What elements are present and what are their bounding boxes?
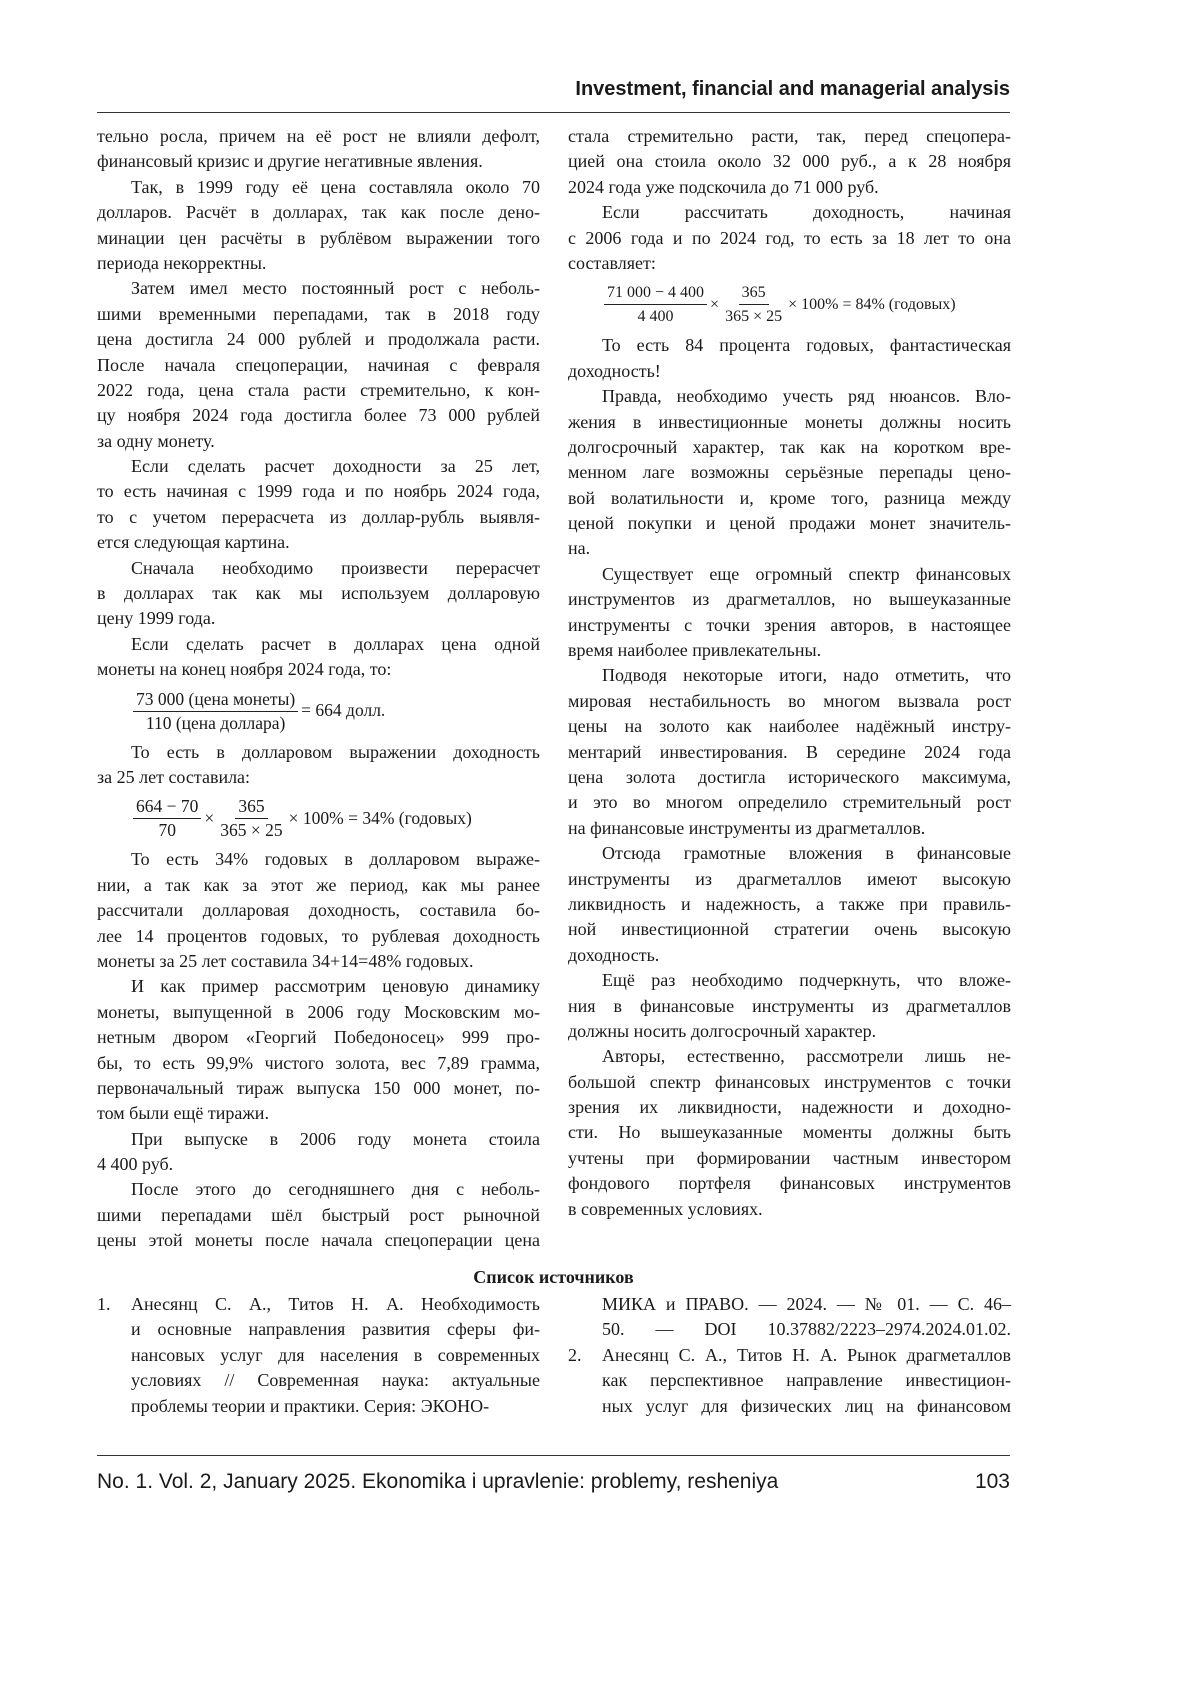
text-line: на.: [568, 536, 1011, 561]
text-line: нетным двором «Георгий Победоносец» 999 про-: [97, 1025, 540, 1050]
text-line: в современных условиях.: [568, 1197, 1011, 1222]
paragraph: [568, 1044, 1011, 1222]
paragraph: [97, 1127, 540, 1178]
text-line: монеты, выпущенной в 2006 году Московским мо-: [97, 1000, 540, 1025]
footer-rule: [97, 1455, 1010, 1456]
text-line: монеты за 25 лет составила 34+14=48% годовых.: [97, 949, 540, 974]
reference-line: проблемы теории и практики. Серия: ЭКОНО-: [97, 1394, 540, 1419]
text-line: цу ноября 2024 года достигла более 73 000 рублей: [97, 403, 540, 428]
text-line: Если рассчитать доходность, начиная: [568, 200, 1011, 225]
text-line: ликвидность и надежность, а также при правиль-: [568, 892, 1011, 917]
text-line: цены этой монеты после начала спецоперации цена: [97, 1228, 540, 1253]
text-line: за одну монету.: [97, 429, 540, 454]
numerator: 71 000 − 4 400: [604, 281, 707, 305]
paragraph: [568, 124, 1011, 200]
reference-text: Анесянц С. А., Титов Н. А. Рынок драгметаллов: [602, 1343, 1011, 1368]
text-line: рассчитали долларовая доходность, составила бо-: [97, 898, 540, 923]
text-line: финансовый кризис и другие негативные явления.: [97, 149, 540, 174]
denominator: 365 × 25: [217, 819, 285, 842]
header-rule: [97, 112, 1010, 113]
text-line: Если сделать расчет в долларах цена одной: [97, 632, 540, 657]
text-line: При выпуске в 2006 году монета стоила: [97, 1127, 540, 1152]
reference-text: Анесянц С. А., Титов Н. А. Необходимость: [131, 1292, 540, 1317]
references-right: [568, 1292, 1011, 1419]
paragraph: [97, 740, 540, 791]
text-line: То есть 34% годовых в долларовом выраже-: [97, 847, 540, 872]
reference-line: нансовых услуг для населения в современных: [97, 1343, 540, 1368]
running-header: Investment, financial and managerial analysis: [575, 78, 1010, 101]
text-line: первоначальный тираж выпуска 150 000 монет, по-: [97, 1076, 540, 1101]
text-line: мировая нестабильность во многом вызвала рост: [568, 689, 1011, 714]
text-line: время наиболее привлекательны.: [568, 638, 1011, 663]
numerator: 73 000 (цена монеты): [133, 688, 298, 712]
text-line: 4 400 руб.: [97, 1152, 540, 1177]
text-line: тельно росла, причем на её рост не влияли дефолт,: [97, 124, 540, 149]
reference-line: МИКА и ПРАВО. — 2024. — № 01. — С. 46–: [568, 1292, 1011, 1317]
fraction: [133, 795, 201, 842]
paragraph: [97, 632, 540, 683]
text-line: большой спектр финансовых инструментов с точки: [568, 1070, 1011, 1095]
text-line: жения в инвестиционные монеты должны носить: [568, 410, 1011, 435]
text-line: ния в финансовые инструменты из драгметаллов: [568, 994, 1011, 1019]
text-line: лее 14 процентов годовых, то рублевая доходность: [97, 924, 540, 949]
text-line: минации цен расчёты в рублёвом выражении того: [97, 226, 540, 251]
text-line: ментарий инвестирования. В середине 2024 года: [568, 740, 1011, 765]
text-line: том были ещё тиражи.: [97, 1101, 540, 1126]
formula-result: × 100% = 34% (годовых): [289, 806, 472, 831]
reference-item: [568, 1292, 1011, 1343]
text-line: Если сделать расчет доходности за 25 лет,: [97, 454, 540, 479]
text-line: Отсюда грамотные вложения в финансовые: [568, 841, 1011, 866]
text-line: цену 1999 года.: [97, 606, 540, 631]
text-line: шими временными перепадами, так в 2018 году: [97, 302, 540, 327]
paragraph: [568, 968, 1011, 1044]
text-line: за 25 лет составила:: [97, 765, 540, 790]
formula-coin-yield: [568, 276, 1011, 333]
text-line: 2022 года, цена стала расти стремительно, к кон-: [97, 378, 540, 403]
text-line: шими перепадами шёл быстрый рост рыночной: [97, 1203, 540, 1228]
denominator: 70: [155, 819, 179, 842]
text-line: После начала спецоперации, начиная с февраля: [97, 353, 540, 378]
text-line: Существует еще огромный спектр финансовых: [568, 562, 1011, 587]
text-line: ной инвестиционной стратегии очень высокую: [568, 917, 1011, 942]
paragraph: [97, 974, 540, 1126]
text-line: доходность!: [568, 359, 1011, 384]
text-line: сти. Но вышеуказанные моменты должны быть: [568, 1120, 1011, 1145]
paragraph: [97, 124, 540, 175]
paragraph: [568, 200, 1011, 276]
text-line: на финансовые инструменты из драгметаллов.: [568, 816, 1011, 841]
denominator: 110 (цена доллара): [143, 712, 288, 735]
text-line: то есть начиная с 1999 года и по ноябрь 2024 года,: [97, 479, 540, 504]
denominator: 365 × 25: [722, 305, 785, 328]
fraction: [722, 281, 785, 328]
text-line: цены на золото как наиболее надёжный инстру-: [568, 714, 1011, 739]
paragraph: [568, 562, 1011, 664]
text-line: Подводя некоторые итоги, надо отметить, что: [568, 663, 1011, 688]
text-line: ценой покупки и ценой продажи монет значитель-: [568, 511, 1011, 536]
reference-line: 50. — DOI 10.37882/2223–2974.2024.01.02.: [568, 1317, 1011, 1342]
text-line: Ещё раз необходимо подчеркнуть, что вложе-: [568, 968, 1011, 993]
paragraph: [568, 384, 1011, 562]
reference-line: [97, 1292, 540, 1317]
reference-line: условиях // Современная наука: актуальные: [97, 1368, 540, 1393]
text-line: И как пример рассмотрим ценовую динамику: [97, 974, 540, 999]
footer-journal: No. 1. Vol. 2, January 2025. Ekonomika i upravlenie: problemy, resheniya: [97, 1470, 778, 1494]
paragraph: [568, 841, 1011, 968]
text-line: Так, в 1999 году её цена составляла около 70: [97, 175, 540, 200]
formula-result: × 100% = 84% (годовых): [788, 292, 956, 317]
text-line: с 2006 года и по 2024 год, то есть за 18 лет то она: [568, 226, 1011, 251]
paragraph: [97, 1177, 540, 1253]
text-line: Затем имел место постоянный рост с неболь-: [97, 276, 540, 301]
text-line: учтены при формировании частным инвестором: [568, 1146, 1011, 1171]
text-line: составляет:: [568, 251, 1011, 276]
numerator: 365: [235, 795, 267, 819]
text-line: монеты на конец ноября 2024 года, то:: [97, 657, 540, 682]
text-line: то с учетом перерасчета из доллар-рубль выявля-: [97, 505, 540, 530]
text-line: инструменты из драгметаллов имеют высокую: [568, 867, 1011, 892]
reference-line: как перспективное направление инвестицион-: [568, 1368, 1011, 1393]
text-line: Правда, необходимо учесть ряд нюансов. Вло-: [568, 384, 1011, 409]
text-line: ется следующая картина.: [97, 530, 540, 555]
text-line: стала стремительно расти, так, перед спецопера-: [568, 124, 1011, 149]
text-line: долгосрочный характер, так как на коротком вре-: [568, 435, 1011, 460]
references-left: [97, 1292, 540, 1419]
text-line: инструменты с точки зрения авторов, в настоящее: [568, 613, 1011, 638]
paragraph: [568, 663, 1011, 841]
text-line: и это во многом определило стремительный рост: [568, 790, 1011, 815]
page-number: 103: [975, 1470, 1010, 1494]
text-line: цена достигла 24 000 рублей и продолжала расти.: [97, 327, 540, 352]
fraction: [133, 688, 298, 735]
times-sign: ×: [204, 806, 214, 831]
text-line: доходность.: [568, 943, 1011, 968]
text-line: То есть в долларовом выражении доходность: [97, 740, 540, 765]
text-line: 2024 года уже подскочила до 71 000 руб.: [568, 175, 1011, 200]
fraction: [217, 795, 285, 842]
left-column: [97, 124, 540, 1254]
text-line: Авторы, естественно, рассмотрели лишь не-: [568, 1044, 1011, 1069]
reference-line: [568, 1343, 1011, 1368]
right-column: [568, 124, 1011, 1222]
text-line: фондового портфеля финансовых инструментов: [568, 1171, 1011, 1196]
formula-dollar-yield: [97, 790, 540, 847]
text-line: цией она стоила около 32 000 руб., а к 28 ноября: [568, 149, 1011, 174]
text-line: То есть 84 процента годовых, фантастическая: [568, 333, 1011, 358]
paragraph: [97, 556, 540, 632]
denominator: 4 400: [635, 305, 677, 328]
text-line: Сначала необходимо произвести перерасчет: [97, 556, 540, 581]
text-line: инструментов из драгметаллов, но вышеуказанные: [568, 587, 1011, 612]
reference-item: [568, 1343, 1011, 1419]
text-line: нии, а так как за этот же период, как мы ранее: [97, 873, 540, 898]
reference-number: 2.: [568, 1343, 602, 1368]
text-line: должны носить долгосрочный характер.: [568, 1019, 1011, 1044]
paragraph: [97, 175, 540, 277]
text-line: долларов. Расчёт в долларах, так как после дено-: [97, 200, 540, 225]
text-line: После этого до сегодняшнего дня с неболь-: [97, 1177, 540, 1202]
text-line: периода некорректны.: [97, 251, 540, 276]
paragraph: [97, 847, 540, 974]
formula-result: = 664 долл.: [301, 698, 385, 723]
numerator: 664 − 70: [133, 795, 201, 819]
text-line: вой волатильности и, кроме того, разница между: [568, 486, 1011, 511]
reference-item: [97, 1292, 540, 1419]
reference-number: 1.: [97, 1292, 131, 1317]
references-title: Список источников: [97, 1267, 1010, 1288]
text-line: в долларах так как мы используем долларовую: [97, 581, 540, 606]
numerator: 365: [739, 281, 769, 305]
text-line: зрения их ликвидности, надежности и доходно-: [568, 1095, 1011, 1120]
reference-line: ных услуг для физических лиц на финансовом: [568, 1394, 1011, 1419]
text-line: менном лаге возможны серьёзные перепады цено-: [568, 460, 1011, 485]
text-line: цена золота достигла исторического максимума,: [568, 765, 1011, 790]
text-line: бы, то есть 99,9% чистого золота, вес 7,89 грамма,: [97, 1051, 540, 1076]
paragraph: [568, 333, 1011, 384]
formula-dollar-price: [97, 683, 540, 740]
paragraph: [97, 276, 540, 454]
reference-line: и основные направления развития сферы фи-: [97, 1317, 540, 1342]
paragraph: [97, 454, 540, 556]
times-sign: ×: [710, 292, 719, 317]
fraction: [604, 281, 707, 328]
